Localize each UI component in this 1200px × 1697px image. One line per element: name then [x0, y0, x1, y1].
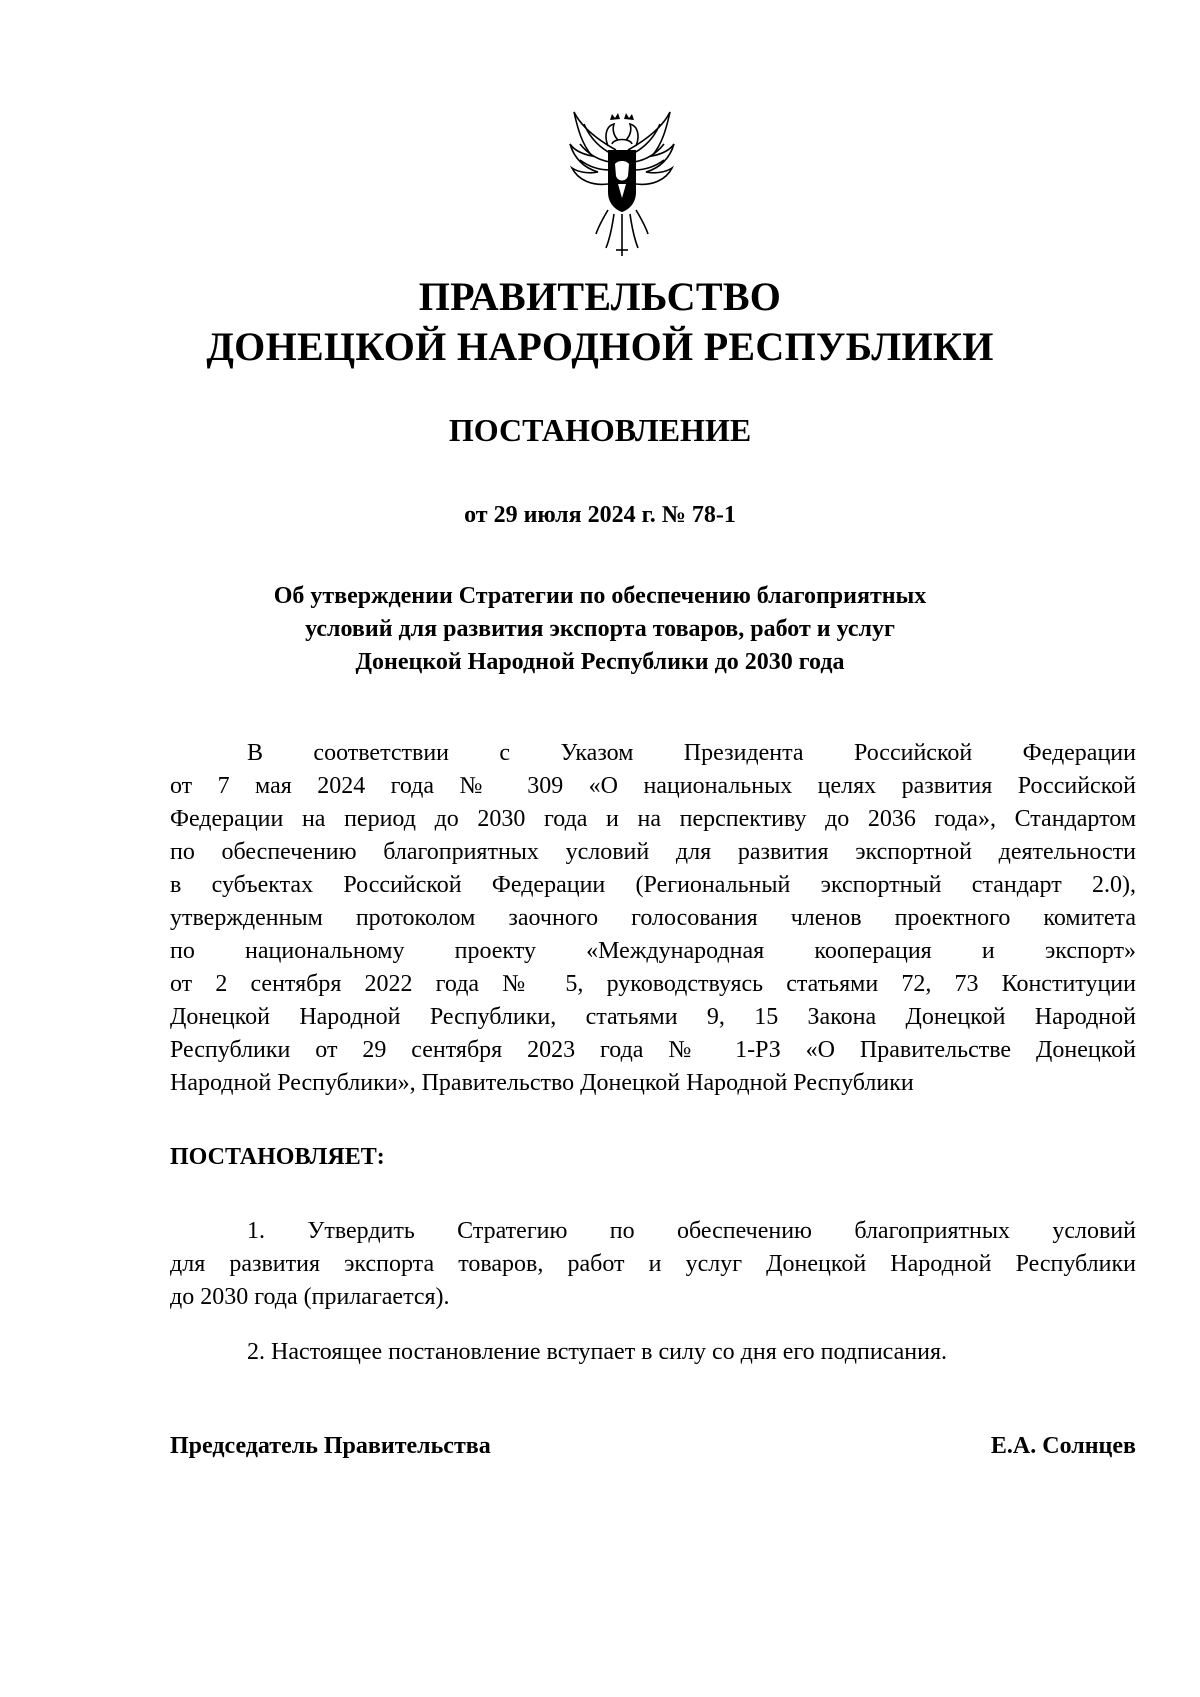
subject-line: Донецкой Народной Республики до 2030 года	[355, 649, 845, 675]
document-subject	[0, 580, 1200, 679]
item-line: до 2030 года (прилагается).	[170, 1284, 450, 1310]
government-title-line-1: ПРАВИТЕЛЬСТВО	[418, 274, 782, 319]
preamble-line: по обеспечению благоприятных условий для развития экспортной деятельности	[170, 839, 1136, 865]
preamble-line: от 7 мая 2024 года № 309 «О национальных целях развития Российской	[170, 773, 1136, 799]
preamble-line: Республики от 29 сентября 2023 года № 1-РЗ «О Правительстве Донецкой	[170, 1037, 1136, 1063]
item-line: для развития экспорта товаров, работ и услуг Донецкой Народной Республики	[170, 1251, 1136, 1277]
preamble-line: Донецкой Народной Республики, статьями 9, 15 Закона Донецкой Народной	[170, 1004, 1136, 1030]
subject-line: Об утверждении Стратегии по обеспечению благоприятных	[273, 583, 927, 609]
preamble-line: утвержденным протоколом заочного голосования членов проектного комитета	[170, 905, 1136, 931]
preamble-line: по национальному проекту «Международная кооперация и экспорт»	[170, 938, 1136, 964]
item-line: 2. Настоящее постановление вступает в силу со дня его подписания.	[247, 1339, 948, 1365]
signatory-position: Председатель Правительства	[170, 1433, 491, 1459]
government-title-line-2: ДОНЕЦКОЙ НАРОДНОЙ РЕСПУБЛИКИ	[206, 324, 994, 369]
subject-line: условий для развития экспорта товаров, работ и услуг	[305, 616, 895, 642]
coat-of-arms-icon	[568, 110, 676, 258]
resolves-heading: ПОСТАНОВЛЯЕТ:	[170, 1144, 385, 1170]
signatory-name: Е.А. Солнцев	[990, 1433, 1136, 1459]
preamble-line: В соответствии с Указом Президента Российской Федерации	[247, 740, 1136, 766]
item-line: 1. Утвердить Стратегию по обеспечению благоприятных условий	[247, 1218, 1136, 1244]
preamble-line: Федерации на период до 2030 года и на перспективу до 2036 года», Стандартом	[170, 806, 1136, 832]
preamble-line: от 2 сентября 2022 года № 5, руководствуясь статьями 72, 73 Конституции	[170, 971, 1136, 997]
preamble-line: в субъектах Российской Федерации (Региональный экспортный стандарт 2.0),	[170, 872, 1136, 898]
preamble-line: Народной Республики», Правительство Донецкой Народной Республики	[170, 1070, 914, 1096]
document-date-number: от 29 июля 2024 г. № 78-1	[464, 502, 736, 528]
document-type: ПОСТАНОВЛЕНИЕ	[448, 412, 752, 448]
